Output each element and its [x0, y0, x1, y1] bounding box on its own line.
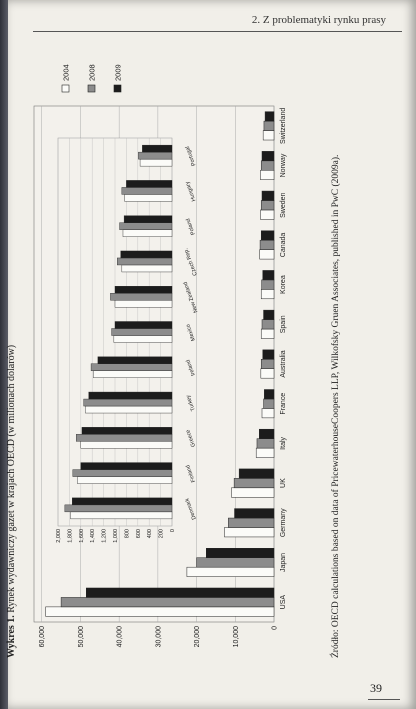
inset-bar-poland-2009 [124, 216, 172, 223]
inset-bar-czechrep-2008 [117, 258, 172, 265]
x-tick-label: Korea [280, 275, 287, 294]
inset-y-tick-label: 400 [147, 529, 154, 539]
inset-bar-mexico-2004 [114, 336, 172, 343]
page-number: 39 [370, 681, 382, 695]
inset-bar-denmark-2009 [72, 498, 172, 505]
inset-bar-mexico-2008 [112, 329, 172, 336]
inset-bar-portugal-2009 [142, 145, 172, 152]
bar-canada-2009 [261, 231, 274, 240]
y-tick-label: 50,000 [77, 626, 85, 648]
inset-bar-greece-2004 [81, 441, 172, 448]
inset-x-tick-label: Ireland [185, 358, 197, 377]
inset-bar-finland-2004 [77, 477, 172, 484]
bar-canada-2008 [260, 240, 274, 249]
inset-y-tick-label: 800 [124, 529, 131, 539]
inset-x-tick-label: Mexico [185, 323, 197, 342]
source-note: Źródło: OECD calculations based on data of PricewaterhouseCoopers LLP, Wilkofsky Gruen Associates, published in PwC (2009a). [331, 154, 341, 658]
bar-australia-2009 [263, 350, 274, 359]
bar-usa-2009 [86, 588, 274, 597]
bar-france-2008 [264, 399, 274, 408]
inset-y-tick-label: 200 [158, 529, 165, 539]
bar-sweden-2004 [260, 210, 274, 219]
inset-bar-finland-2009 [81, 463, 172, 470]
inset-x-tick-label: Greece [185, 428, 197, 448]
caption-label: Wykres 1. [6, 615, 17, 658]
inset-y-tick-label: 600 [135, 529, 142, 539]
bar-spain-2004 [261, 329, 274, 338]
inset-x-tick-label: Czech Rep. [183, 247, 199, 277]
inset-bar-mexico-2009 [115, 322, 172, 329]
rotated-figure [6, 38, 351, 658]
inset-bar-turkey-2008 [84, 399, 172, 406]
legend-swatch-2008 [88, 85, 95, 92]
bar-norway-2004 [260, 170, 274, 179]
x-tick-label: France [280, 392, 287, 415]
inset-x-tick-label: Denmark [184, 497, 198, 521]
bar-italy-2008 [257, 439, 274, 448]
y-tick-label: 40,000 [116, 626, 124, 648]
inset-bar-newzealand-2004 [115, 300, 172, 307]
inset-bar-denmark-2008 [65, 505, 172, 512]
inset-bar-hungary-2004 [125, 194, 172, 201]
legend-swatch-2004 [62, 85, 69, 92]
bar-norway-2009 [262, 151, 274, 160]
header-rule [33, 31, 402, 32]
bar-sweden-2008 [261, 201, 274, 210]
bar-uk-2004 [231, 488, 274, 497]
x-tick-label: USA [280, 594, 287, 610]
y-tick-label: 60,000 [39, 626, 47, 648]
chart-svg [22, 38, 327, 658]
bar-canada-2004 [260, 250, 274, 259]
x-tick-label: Australia [280, 350, 287, 378]
legend-label: 2009 [113, 64, 123, 81]
bar-norway-2008 [261, 161, 274, 170]
y-tick-label: 30,000 [155, 626, 163, 648]
inset-y-tick-label: 1,600 [78, 529, 85, 543]
inset-y-tick-label: 1,800 [67, 529, 74, 543]
x-tick-label: Switzerland [280, 107, 287, 144]
bar-spain-2008 [262, 320, 274, 329]
bar-italy-2004 [256, 448, 274, 457]
bar-uk-2009 [239, 469, 274, 478]
x-tick-label: Spain [280, 315, 287, 334]
x-tick-label: Japan [280, 552, 287, 573]
inset-x-tick-label: New Zealand [182, 280, 200, 314]
inset-bar-denmark-2004 [71, 512, 172, 519]
running-header: 2. Z problematyki rynku prasy [251, 14, 386, 26]
bar-italy-2009 [259, 429, 274, 438]
legend-label: 2004 [61, 64, 71, 81]
bar-france-2009 [264, 390, 274, 399]
inset-bar-portugal-2008 [138, 152, 172, 159]
inset-x-tick-label: Portugal [184, 145, 198, 167]
inset-bar-ireland-2009 [98, 357, 172, 364]
bar-korea-2008 [262, 280, 274, 289]
inset-y-tick-label: 1,200 [101, 529, 108, 543]
footer-rule [368, 699, 400, 700]
x-tick-label: Germany [280, 508, 287, 538]
inset-y-tick-label: 1,000 [113, 529, 119, 543]
figure-caption [6, 345, 17, 658]
bar-australia-2004 [261, 369, 274, 378]
inset-bar-ireland-2008 [91, 364, 172, 371]
x-tick-label: Italy [280, 436, 287, 450]
x-tick-label: Sweden [280, 192, 287, 218]
inset-bar-hungary-2008 [122, 187, 172, 194]
bar-uk-2008 [234, 478, 274, 487]
inset-bar-czechrep-2009 [121, 251, 172, 258]
inset-x-tick-label: Turkey [185, 394, 197, 412]
inset-bar-finland-2008 [73, 470, 172, 477]
bar-japan-2008 [197, 558, 274, 567]
inset-x-tick-label: Finland [185, 463, 197, 483]
bar-usa-2008 [61, 597, 274, 606]
inset-x-tick-label: Poland [185, 217, 197, 236]
inset-bar-greece-2008 [76, 434, 172, 441]
x-tick-label: Canada [280, 232, 287, 258]
caption-text: Rynek wydawniczy gazet w krajach OECD (w milionach dolarów) [6, 344, 17, 613]
bar-france-2004 [262, 408, 274, 417]
inset-bar-turkey-2009 [89, 392, 172, 399]
x-tick-label: Norway [280, 153, 287, 178]
inset-y-tick-label: 2,000 [56, 529, 62, 543]
y-tick-label: 10,000 [232, 626, 240, 648]
bar-germany-2009 [235, 509, 274, 518]
bar-usa-2004 [46, 607, 274, 616]
bar-japan-2004 [187, 567, 274, 576]
bar-sweden-2009 [262, 191, 274, 200]
inset-bar-ireland-2004 [93, 371, 172, 378]
bar-switzerland-2009 [265, 112, 274, 121]
inset-bar-poland-2008 [120, 223, 172, 230]
bar-australia-2008 [261, 359, 274, 368]
bar-korea-2009 [263, 270, 274, 279]
inset-bar-greece-2009 [82, 427, 172, 434]
x-tick-label: UK [280, 478, 287, 488]
inset-bar-poland-2004 [123, 230, 172, 237]
inset-bar-newzealand-2009 [115, 286, 172, 293]
inset-bar-newzealand-2008 [110, 293, 172, 300]
inset-bar-turkey-2004 [85, 406, 172, 413]
bar-japan-2009 [206, 548, 274, 557]
inset-x-tick-label: Hungary [184, 180, 198, 203]
bar-germany-2004 [224, 527, 274, 536]
y-tick-label: 20,000 [194, 626, 202, 648]
y-tick-label: 0 [271, 626, 279, 630]
bar-germany-2008 [228, 518, 274, 527]
inset-y-tick-label: 0 [170, 529, 176, 533]
inset-y-tick-label: 1,400 [90, 529, 97, 543]
bar-switzerland-2008 [264, 121, 274, 130]
bar-spain-2009 [264, 310, 274, 319]
bar-korea-2004 [261, 289, 274, 298]
legend-swatch-2009 [114, 85, 121, 92]
inset-bar-hungary-2009 [126, 180, 172, 187]
legend-label: 2008 [87, 64, 97, 81]
inset-bar-portugal-2004 [140, 159, 172, 166]
inset-bar-czechrep-2004 [122, 265, 172, 272]
bar-switzerland-2004 [263, 131, 274, 140]
book-page [8, 0, 416, 709]
